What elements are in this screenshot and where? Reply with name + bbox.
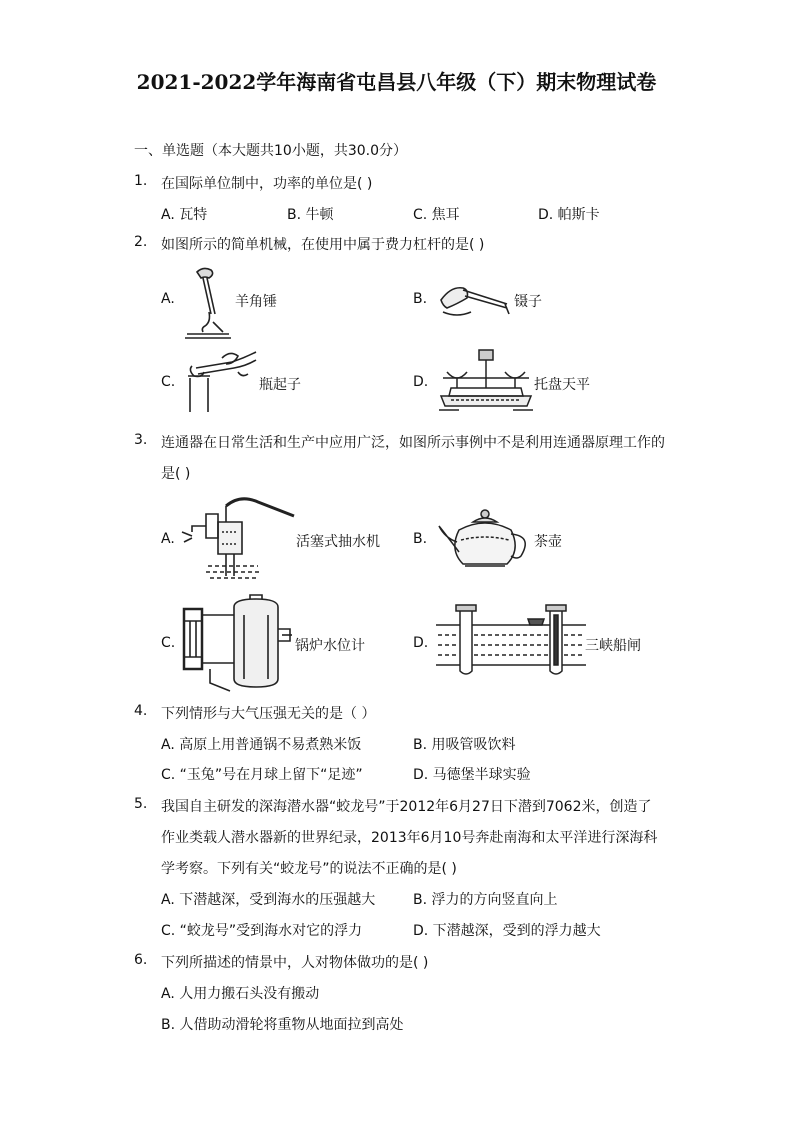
question-number: 3. — [134, 432, 148, 448]
question-stem-line2: 作业类载人潜水器新的世界纪录，2013年6月10号奔赴南海和太平洋进行深海科 — [161, 830, 658, 846]
option-letter: C. — [161, 635, 176, 651]
option-c: C. “玉兔”号在月球上留下“足迹” — [161, 767, 363, 783]
option-b: B. 浮力的方向竖直向上 — [413, 892, 558, 908]
question-number: 6. — [134, 952, 148, 968]
figure-caption: 活塞式抽水机 — [296, 534, 380, 550]
option-a: A. 高原上用普通锅不易煮熟米饭 — [161, 737, 362, 753]
question-number: 2. — [134, 234, 148, 250]
bottle-opener-figure — [182, 348, 260, 414]
tweezers-figure — [437, 278, 513, 320]
option-a: A. 下潜越深，受到海水的压强越大 — [161, 892, 376, 908]
option-d: D. 下潜越深，受到的浮力越大 — [413, 923, 601, 939]
option-c: C. 焦耳 — [413, 207, 460, 223]
boiler-gauge-figure — [180, 595, 295, 691]
question-stem-line1: 我国自主研发的深海潜水器“蛟龙号”于2012年6月27日下潜到7062米，创造了 — [161, 799, 652, 815]
claw-hammer-figure — [183, 262, 235, 340]
question-stem: 下列所描述的情景中，人对物体做功的是( ) — [161, 955, 429, 971]
question-number: 5. — [134, 796, 148, 812]
question-stem-line1: 连通器在日常生活和生产中应用广泛，如图所示事例中不是利用连通器原理工作的 — [161, 435, 665, 451]
option-a: A. 瓦特 — [161, 207, 208, 223]
option-letter: B. — [413, 531, 428, 547]
question-stem: 下列情形与大气压强无关的是（ ） — [161, 706, 376, 722]
option-b: B. 人借助动滑轮将重物从地面拉到高处 — [161, 1017, 404, 1033]
figure-caption: 羊角锤 — [235, 294, 277, 310]
figure-caption: 镊子 — [514, 294, 542, 310]
option-b: B. 牛顿 — [287, 207, 334, 223]
option-letter: A. — [161, 291, 175, 307]
option-letter: D. — [413, 635, 429, 651]
figure-caption: 三峡船闸 — [585, 638, 641, 654]
option-letter: B. — [413, 291, 428, 307]
question-stem-line2: 是( ) — [161, 466, 191, 482]
option-b: B. 用吸管吸饮料 — [413, 737, 516, 753]
question-stem-line3: 学考察。下列有关“蛟龙号”的说法不正确的是( ) — [161, 861, 457, 877]
ship-lock-figure — [436, 605, 586, 677]
question-stem: 如图所示的简单机械，在使用中属于费力杠杆的是( ) — [161, 237, 485, 253]
figure-caption: 锅炉水位计 — [295, 638, 365, 654]
question-stem: 在国际单位制中，功率的单位是( ) — [161, 176, 373, 192]
piston-pump-figure — [178, 492, 296, 582]
teapot-figure — [437, 508, 533, 572]
figure-caption: 托盘天平 — [534, 377, 590, 393]
option-a: A. 人用力搬石头没有搬动 — [161, 986, 320, 1002]
option-letter: D. — [413, 374, 429, 390]
section-heading: 一、单选题（本大题共10小题，共30.0分） — [134, 143, 407, 159]
option-d: D. 帕斯卡 — [538, 207, 600, 223]
page-title: 2021-2022学年海南省屯昌县八年级（下）期末物理试卷 — [136, 70, 657, 94]
figure-caption: 瓶起子 — [259, 377, 301, 393]
figure-caption: 茶壶 — [534, 534, 562, 550]
option-letter: A. — [161, 531, 175, 547]
balance-scale-figure — [437, 348, 535, 414]
question-number: 1. — [134, 173, 148, 189]
option-d: D. 马德堡半球实验 — [413, 767, 531, 783]
question-number: 4. — [134, 703, 148, 719]
option-c: C. “蛟龙号”受到海水对它的浮力 — [161, 923, 363, 939]
option-letter: C. — [161, 374, 176, 390]
